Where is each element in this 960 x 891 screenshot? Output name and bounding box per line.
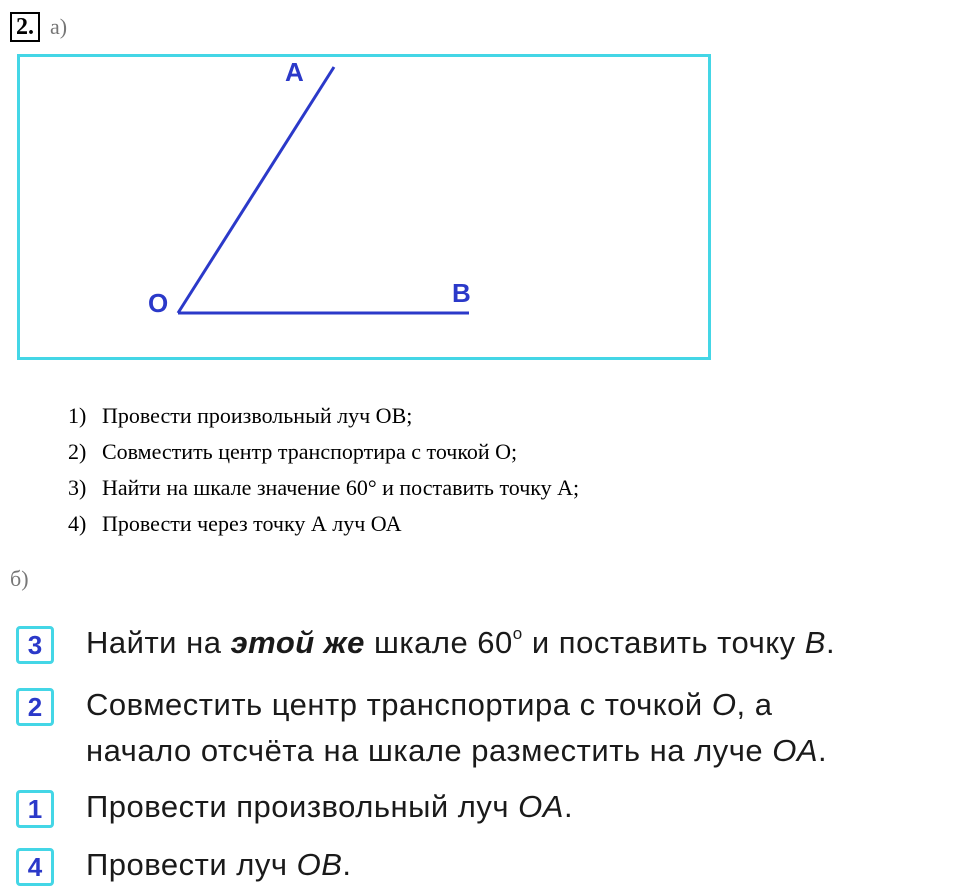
part-a-steps [68, 398, 579, 542]
point-label-b: B [452, 278, 471, 308]
step-text: Провести произвольный луч OA. [86, 789, 574, 824]
order-box: 4 [16, 848, 54, 886]
point-label-a: A [285, 57, 304, 87]
step-number: 4) [68, 511, 87, 536]
list-item [68, 506, 579, 542]
order-box: 1 [16, 790, 54, 828]
step-text: Провести луч OB. [86, 847, 352, 882]
step-text: Найти на шкале значение 60° и поставить точку А; [102, 475, 580, 500]
step-text: Совместить центр транспортира с точкой О; [102, 439, 518, 464]
step-text: Найти на этой же шкале 60$^o$ и поставить точку B. [86, 624, 836, 660]
ray-oa [178, 67, 334, 313]
angle-figure [17, 54, 711, 360]
list-item [68, 470, 579, 506]
step-text: Совместить центр транспортира с точкой O, а начало отсчёта на шкале разместить на луче OA. [86, 687, 828, 768]
step-number: 3) [68, 475, 87, 500]
step-text: Провести через точку А луч ОА [102, 511, 402, 536]
order-box: 2 [16, 688, 54, 726]
point-label-o: O [148, 288, 169, 318]
part-label-a: а) [50, 14, 68, 39]
task-number: 2. [10, 12, 40, 42]
step-number: 2) [68, 439, 87, 464]
part-label-b: б) [10, 566, 29, 591]
list-item [68, 398, 579, 434]
step-text: Провести произвольный луч ОВ; [102, 403, 413, 428]
step-number: 1) [68, 403, 87, 428]
angle-drawing [20, 57, 708, 357]
order-box: 3 [16, 626, 54, 664]
list-item [68, 434, 579, 470]
